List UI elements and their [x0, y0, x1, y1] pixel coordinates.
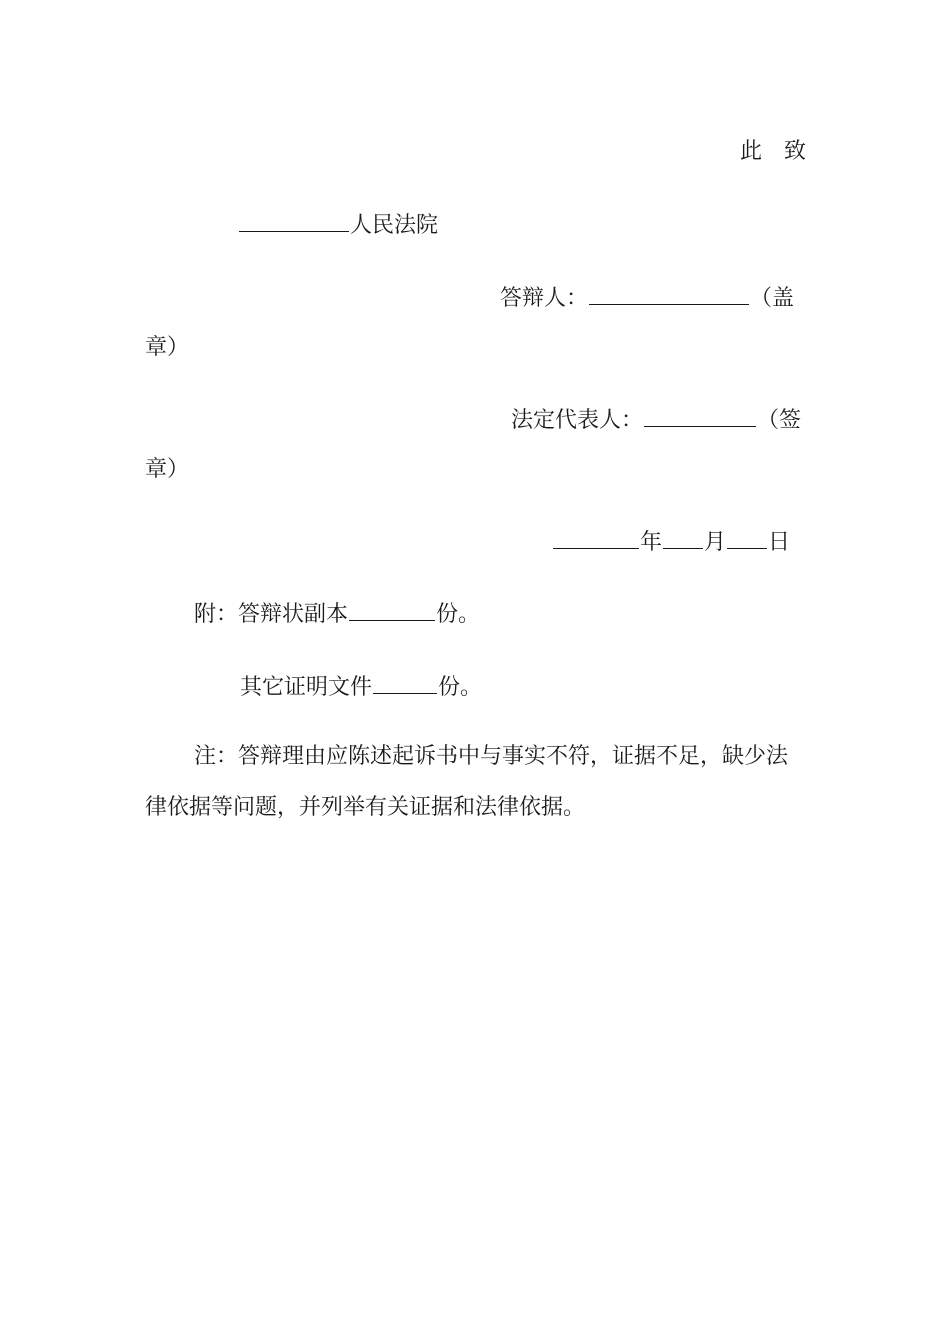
year-blank[interactable] [553, 526, 639, 549]
legal-rep-line [511, 404, 801, 434]
year-label: 年 [640, 530, 663, 555]
attachment-copy-label: 附：答辩状副本 [194, 602, 349, 627]
respondent-seal-open: （盖 [750, 286, 795, 311]
respondent-seal-close: 章） [145, 335, 190, 360]
respondent-line [500, 282, 794, 312]
court-suffix: 人民法院 [350, 213, 439, 238]
salutation: 此 致 [740, 139, 807, 164]
attachment-copy-unit: 份。 [436, 602, 481, 627]
legal-rep-label: 法定代表人： [511, 408, 644, 433]
attachment-other-unit: 份。 [438, 675, 483, 700]
respondent-label: 答辩人： [500, 286, 589, 311]
day-label: 日 [768, 530, 791, 555]
attachment-other-blank[interactable] [373, 671, 437, 694]
attachment-other-line [240, 671, 482, 701]
month-label: 月 [704, 530, 727, 555]
attachment-other-label: 其它证明文件 [240, 675, 373, 700]
legal-rep-blank[interactable] [644, 404, 756, 427]
month-blank[interactable] [663, 526, 703, 549]
legal-rep-sign-close: 章） [145, 457, 190, 482]
respondent-blank[interactable] [589, 282, 749, 305]
attachment-copy-blank[interactable] [349, 598, 435, 621]
day-blank[interactable] [727, 526, 767, 549]
note-line-2: 律依据等问题，并列举有关证据和法律依据。 [145, 795, 586, 820]
date-line [552, 526, 790, 556]
note-line-1: 注：答辩理由应陈述起诉书中与事实不符，证据不足，缺少法 [194, 744, 789, 769]
court-line [238, 209, 438, 239]
court-name-blank[interactable] [239, 209, 349, 232]
attachment-copy-line [194, 598, 480, 628]
legal-rep-sign-open: （签 [757, 408, 802, 433]
